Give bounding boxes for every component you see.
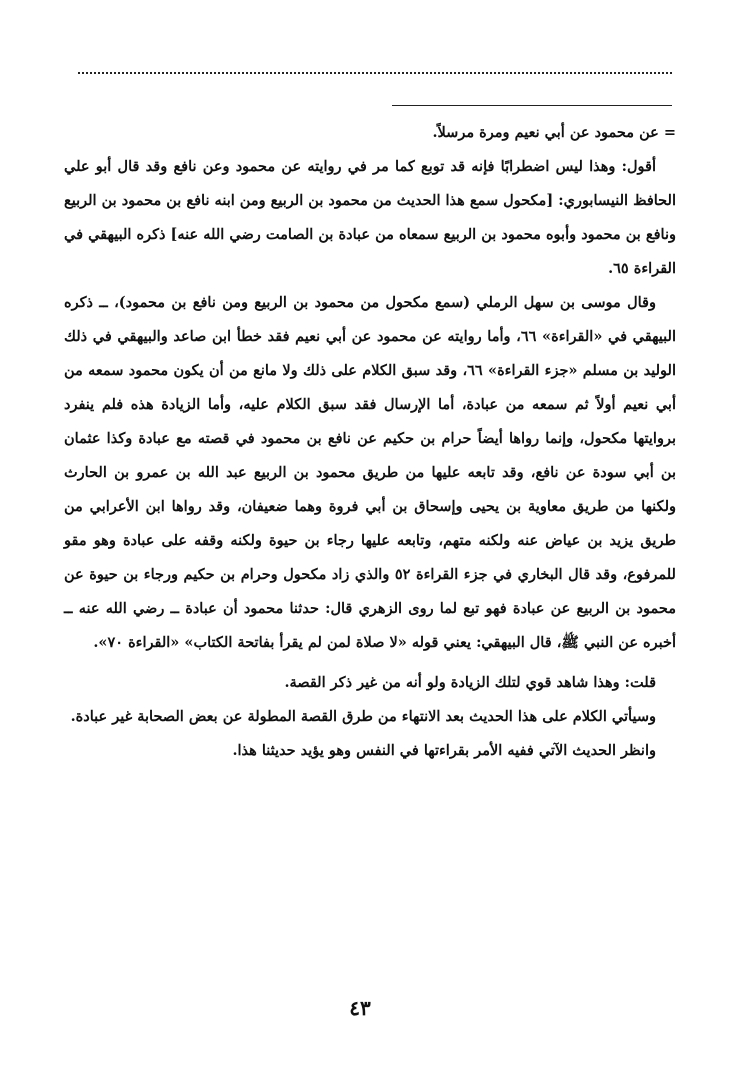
forward-reference-paragraph — [64, 700, 676, 734]
paragraph-text: وانظر الحديث الآتي ففيه الأمر بقراءتها في النفس وهو يؤيد حديثنا هذا. — [232, 742, 656, 759]
narration-paragraph — [64, 286, 676, 660]
conclusion-paragraph — [64, 666, 676, 700]
footnote-separator — [392, 105, 672, 106]
paragraph-text: وهذا شاهد قوي لتلك الزيادة ولو أنه من غير ذكر القصة. — [284, 674, 625, 691]
paragraph-lead: قلت: — [624, 674, 656, 691]
see-also-paragraph — [64, 734, 676, 768]
paragraph-text: وهذا ليس اضطرابًا فإنه قد توبع كما مر في روايته عن محمود وعن نافع وقد قال أبو علي الحافظ النيسابوري: [مكحول سمع هذا الحديث من محمود بن الربيع ومن ابنه نافع بن محمود بن الربيع ونافع بن محمود وأبوه محمود بن الربيع سمعاه من عبادة بن الصامت رضي الله عنه] ذكره البيهقي في القراءة ٦٥. — [64, 158, 676, 277]
author-comment-paragraph — [64, 150, 676, 286]
page-number: ٤٣ — [349, 996, 371, 1020]
paragraph-text: = عن محمود عن أبي نعيم ومرة مرسلاً. — [432, 124, 676, 141]
continuation-paragraph — [64, 116, 676, 150]
paragraph-text: وقال موسى بن سهل الرملي (سمع مكحول من محمود بن الربيع ومن نافع بن محمود)، ــ ذكره البيهقي في «القراءة» ٦٦، وأما روايته عن محمود عن أبي نعيم فقد خطأ ابن صاعد والبيهقي في ذلك الوليد بن مسلم «جزء القراءة» ٦٦، وقد سبق الكلام على ذلك ولا مانع من أن يكون محمود سمعه من أبي نعيم أولاً ثم سمعه من عبادة، أما الإرسال فقد سبق الكلام عليه، وأما الزيادة هذه فلم ينفرد بروايتها مكحول، وإنما رواها أيضاً حرام بن حكيم عن نافع بن محمود في قصته مع عبادة وكذا عثمان بن أبي سودة عن نافع، وقد تابعه عليها من طريق محمود بن الربيع عبد الله بن عمرو بن الحارث ولكنها من طريق معاوية بن يحيى وإسحاق بن أبي فروة وهما ضعيفان، وقد رواها ابن الأعرابي من طريق يزيد بن عياض عنه ولكنه متهم، وتابعه عليها رجاء بن حيوة ولكنه وقفه على عبادة وهو مقو للمرفوع، وقد قال البخاري في جزء القراءة ٥٢ والذي زاد مكحول وحرام بن حكيم ورجاء بن حيوة عن محمود بن الربيع عن عبادة فهو تبع لما روى الزهري قال: حدثنا محمود أن عبادة ــ رضي الله عنه ــ أخبره عن النبي ﷺ، قال البيهقي: يعني قوله «لا صلاة لمن لم يقرأ بفاتحة الكتاب» «القراءة ٧٠». — [64, 294, 676, 651]
header-dotted-rule — [78, 72, 672, 74]
page-body — [64, 116, 676, 768]
paragraph-lead: أقول: — [621, 158, 656, 175]
paragraph-text: وسيأتي الكلام على هذا الحديث بعد الانتهاء من طرق القصة المطولة عن بعض الصحابة غير عبادة. — [70, 708, 656, 725]
